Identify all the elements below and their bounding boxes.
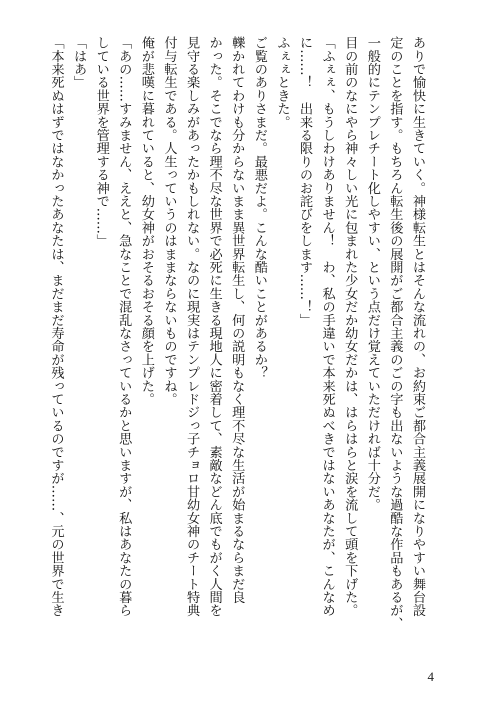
text-line: 轢かれてわけも分からないまま異世界転生し、何の説明もなく理不尽な生活が始まるならまだ良 [229, 36, 245, 604]
text-line: 「本来死ぬはずではなかったあなたは、まだまだ寿命が残っているのですが……、元の世界で生き [48, 36, 64, 617]
text-line: 「はあ」 [71, 36, 87, 89]
text-line: 一般的にテンプレチート化しやすい、という点だけ覚えていただければ十分だ。 [364, 36, 380, 512]
text-line: かった。そこでなら理不尽な世界で必死に生きる現地人に密着して、素敵などん底でもがく人間を [206, 36, 222, 617]
text-line: 見守る楽しみがあったかもしれない。なのに現実はテンプレドジっ子チョロ甘幼女神のチート特典 [184, 36, 200, 617]
text-line: ご覧のありさまだ。最悪だよ。こんな酷いことがあるか？ [251, 36, 267, 380]
vertical-text-body [44, 36, 428, 636]
text-line: ありで愉快に生きていく。神様転生とはそんな流れの、お約束ご都合主義展開になりやすい舞台設 [410, 36, 425, 617]
text-line: 「ふぇぇ、もうしわけありません！ わ、私の手違いで本来死ぬべきではないあなたが、こんなめ [319, 36, 335, 617]
page-number: 4 [427, 669, 434, 684]
text-line: している世界を管理する神で……」 [93, 36, 109, 248]
text-line: 「あの……すみません、ええと、急なことで混乱なさっているかと思いますが、私はあなたの暮ら [116, 36, 132, 617]
text-line: ふぇぇときた。 [274, 36, 290, 129]
text-line: 俺が悲嘆に暮れていると、幼女神がおそるおそる顔を上げた。 [138, 36, 154, 406]
text-line: に……！ 出来る限りのお詫びをします……！」 [297, 36, 313, 327]
text-line: 目の前のなにやら神々しい光に包まれた少女だか幼女だかは、はらはらと涙を流して頭を下げた。 [342, 36, 358, 617]
text-line: 付与転生である。人生っていうのはままならないものですね。 [161, 36, 177, 406]
text-line: 定のことを指す。もちろん転生後の展開がご都合主義のごの字も出ないような過酷な作品もあるが、 [387, 36, 403, 630]
